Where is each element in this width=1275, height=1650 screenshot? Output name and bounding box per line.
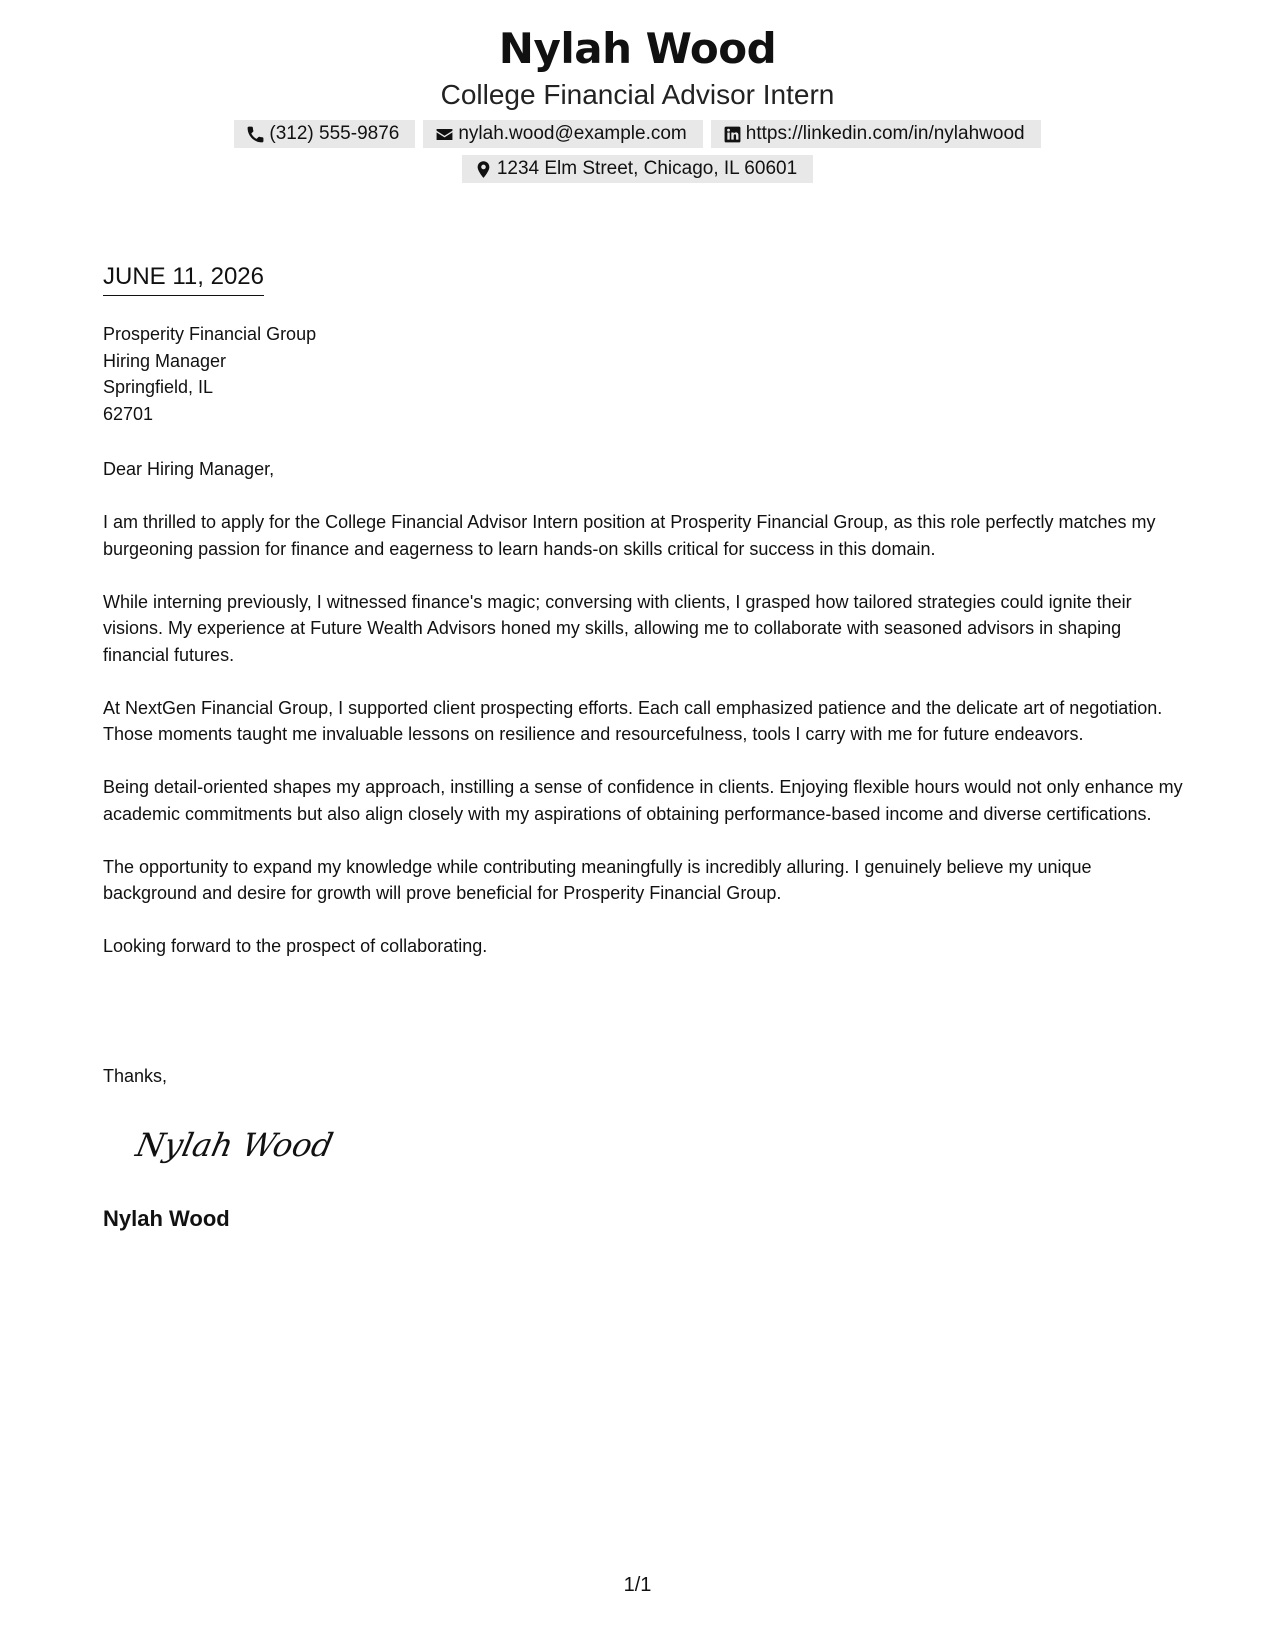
recipient-block — [103, 321, 316, 427]
linkedin-icon — [723, 125, 742, 144]
recipient-contact: Hiring Manager — [103, 350, 227, 371]
body-paragraph: The opportunity to expand my knowledge while contributing meaningfully is incredibly alluring. I genuinely believe my unique background and desire for growth will prove beneficial for Prosperity Financial Group. — [103, 856, 1092, 903]
signer-name: Nylah Wood — [103, 1206, 230, 1231]
linkedin-chip[interactable] — [711, 120, 1041, 148]
envelope-icon — [435, 125, 454, 144]
page-number: 1/1 — [623, 1574, 652, 1596]
address-chip — [462, 155, 813, 183]
handwritten-signature — [130, 1120, 340, 1170]
body-paragraph: I am thrilled to apply for the College Financial Advisor Intern position at Prosperity Financial Group, as this role perfectly matches my burgeoning passion for finance and eagerness to learn hands-on skills critical for success in this domain. — [103, 512, 1156, 559]
linkedin-text: https://linkedin.com/in/nylahwood — [745, 123, 1025, 144]
body-paragraph: Being detail-oriented shapes my approach, instilling a sense of confidence in clients. Enjoying flexible hours would not only enhance my academic commitments but also align closely with my aspirations of obtaining performance-based income and diverse certifications. — [103, 777, 1183, 824]
contact-row-secondary — [0, 155, 1275, 183]
applicant-title: College Financial Advisor Intern — [440, 79, 835, 110]
recipient-city: Springfield, IL — [103, 377, 214, 397]
svg-text:Nylah Wood: Nylah Wood — [132, 1126, 337, 1164]
phone-text: (312) 555-9876 — [269, 123, 400, 144]
phone-icon — [246, 125, 265, 144]
email-chip[interactable] — [423, 120, 702, 148]
map-pin-icon — [474, 160, 493, 179]
contact-row-primary — [0, 120, 1275, 148]
body-paragraph: Looking forward to the prospect of collaborating. — [103, 936, 488, 956]
salutation: Dear Hiring Manager, — [103, 459, 275, 479]
recipient-zip: 62701 — [103, 403, 154, 424]
letter-body — [103, 456, 1183, 986]
body-paragraph: At NextGen Financial Group, I supported client prospecting efforts. Each call emphasized patience and the delicate art of negotiation. Those moments taught me invaluable lessons on resilience and resourcefulness, tools I carry with me for future endeavors. — [103, 697, 1163, 744]
recipient-company: Prosperity Financial Group — [103, 324, 317, 344]
letter-date: JUNE 11, 2026 — [103, 262, 264, 296]
phone-chip[interactable] — [234, 120, 415, 148]
email-text: nylah.wood@example.com — [458, 123, 687, 144]
applicant-name: Nylah Wood — [498, 24, 777, 73]
closing-text: Thanks, — [103, 1066, 168, 1086]
address-text: 1234 Elm Street, Chicago, IL 60601 — [496, 158, 798, 179]
letter-header — [0, 22, 1275, 183]
body-paragraph: While interning previously, I witnessed finance's magic; conversing with clients, I grasped how tailored strategies could ignite their visions. My experience at Future Wealth Advisors honed my skills, allowing me to collaborate with seasoned advisors in shaping financial futures. — [103, 591, 1132, 665]
